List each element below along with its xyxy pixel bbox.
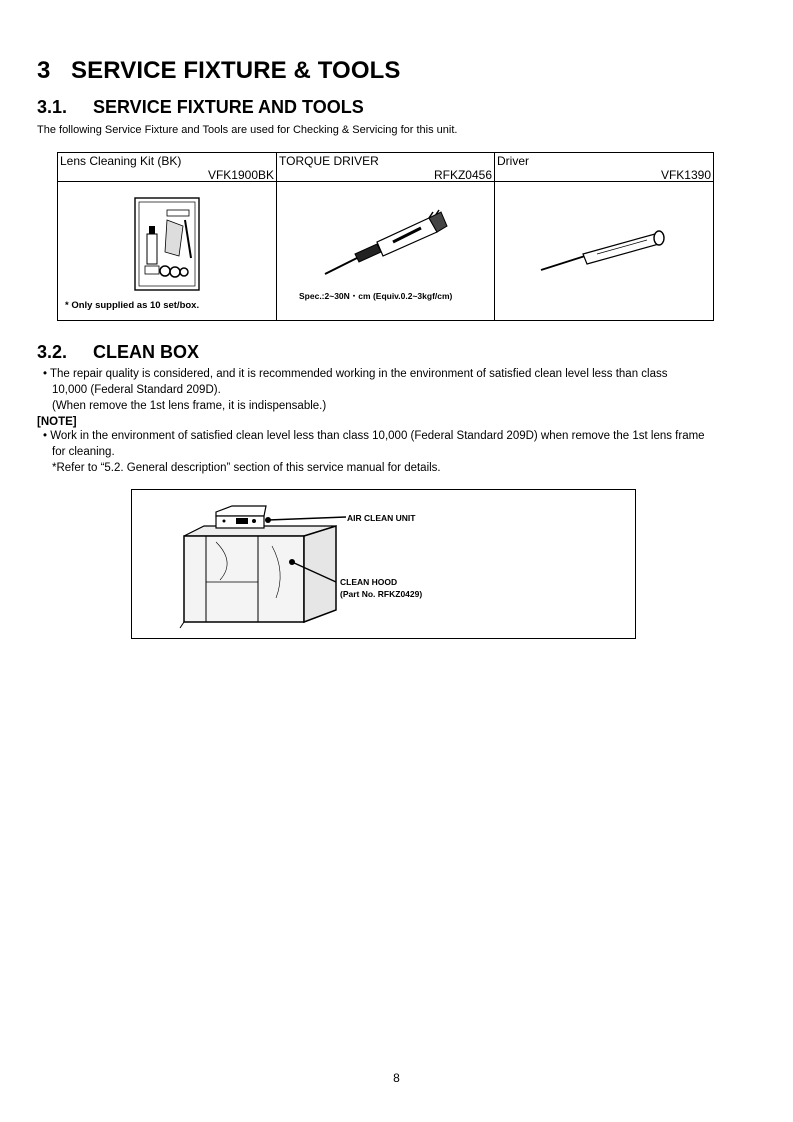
- bullet-2-line-1: • Work in the environment of satisfied clean level less than class 10,000 (Federal Standard 209D) when remove the 1st lens frame: [43, 430, 705, 442]
- tool-header-cell: [277, 153, 495, 182]
- subsection-heading-3-2: [37, 342, 199, 363]
- tool-name: Driver: [497, 154, 529, 168]
- subsection-title: SERVICE FIXTURE AND TOOLS: [93, 97, 364, 117]
- subsection-number: 3.1.: [37, 97, 68, 117]
- page-number: 8: [393, 1071, 400, 1085]
- tool-header-cell: [495, 153, 714, 182]
- clean-box-icon: [176, 502, 476, 632]
- bullet-1-line-1: • The repair quality is considered, and it is recommended working in the environment of satisfied clean level less than class: [43, 368, 668, 380]
- tool-spec: Spec.:2~30N・cm (Equiv.0.2~3kgf/cm): [299, 291, 453, 301]
- tool-part-number: VFK1900BK: [207, 168, 274, 182]
- tool-name: Lens Cleaning Kit (BK): [60, 154, 182, 168]
- subsection-heading-3-1: [37, 97, 364, 118]
- tool-name: TORQUE DRIVER: [279, 154, 379, 168]
- tool-image-cell: [495, 182, 714, 321]
- clean-box-figure: [131, 489, 636, 639]
- tool-image-cell: [277, 182, 495, 321]
- tool-part-number: RFKZ0456: [433, 168, 492, 182]
- tool-part-number: VFK1390: [660, 168, 711, 182]
- bullet-2-line-2: for cleaning.: [52, 446, 115, 458]
- bullet-1-line-2: 10,000 (Federal Standard 209D).: [52, 384, 221, 396]
- tool-note: * Only supplied as 10 set/box.: [65, 300, 200, 311]
- table-image-row: [58, 182, 714, 321]
- note-label: [NOTE]: [37, 416, 77, 428]
- subsection-number: 3.2.: [37, 342, 68, 362]
- torque-driver-icon: [317, 208, 457, 280]
- section-heading: [37, 57, 400, 85]
- clean-hood-part-number: (Part No. RFKZ0429): [340, 589, 423, 599]
- tools-table: [57, 152, 714, 321]
- tool-image-cell: [58, 182, 277, 321]
- bullet-2-line-3: *Refer to “5.2. General description” section of this service manual for details.: [52, 462, 441, 474]
- table-header-row: [58, 153, 714, 182]
- intro-text: The following Service Fixture and Tools are used for Checking & Servicing for this unit.: [37, 124, 458, 136]
- section-number: 3: [37, 57, 51, 84]
- lens-cleaning-kit-icon: [133, 196, 203, 294]
- section-title: SERVICE FIXTURE & TOOLS: [71, 57, 401, 84]
- screwdriver-icon: [537, 226, 671, 274]
- tool-header-cell: [58, 153, 277, 182]
- clean-hood-label: CLEAN HOOD: [340, 577, 398, 587]
- air-clean-unit-label: AIR CLEAN UNIT: [347, 513, 416, 523]
- bullet-1-line-3: (When remove the 1st lens frame, it is indispensable.): [52, 400, 327, 412]
- subsection-title: CLEAN BOX: [93, 342, 200, 362]
